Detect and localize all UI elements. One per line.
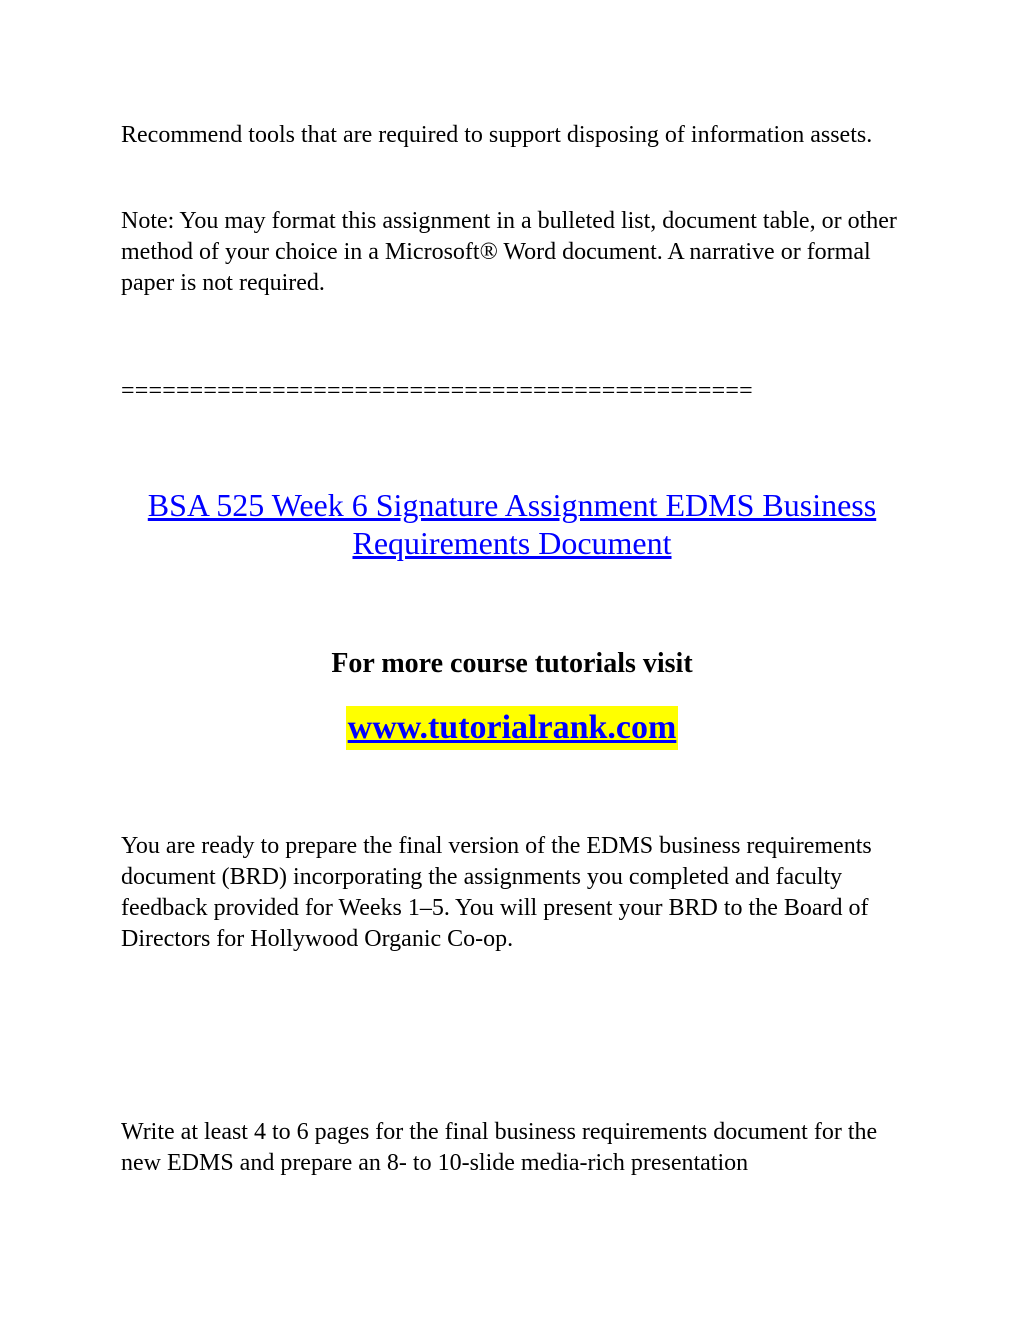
paragraph-recommend-tools: Recommend tools that are required to support disposing of information assets. [121,122,873,148]
paragraph-write-instructions: Write at least 4 to 6 pages for the final business requirements document for the new EDMS and prepare an 8- to 10-slide media-rich presentation [121,1119,878,1176]
site-link-container [0,706,1024,750]
paragraph-brd-intro: You are ready to prepare the final version of the EDMS business requirements document (BRD) incorporating the assignments you completed and faculty feedback provided for Weeks 1–5. You will present your BRD to the Board of Directors for Hollywood Organic Co-op. [121,833,872,952]
visit-heading: For more course tutorials visit [331,648,693,679]
paragraph-note: Note: You may format this assignment in a bulleted list, document table, or other method of your choice in a Microsoft® Word document. A narrative or formal paper is not required. [121,208,897,296]
site-link[interactable]: www.tutorialrank.com [346,706,679,750]
divider-line: ============================================== [121,378,753,404]
assignment-title-link[interactable]: BSA 525 Week 6 Signature Assignment EDMS Business Requirements Document [147,487,877,561]
